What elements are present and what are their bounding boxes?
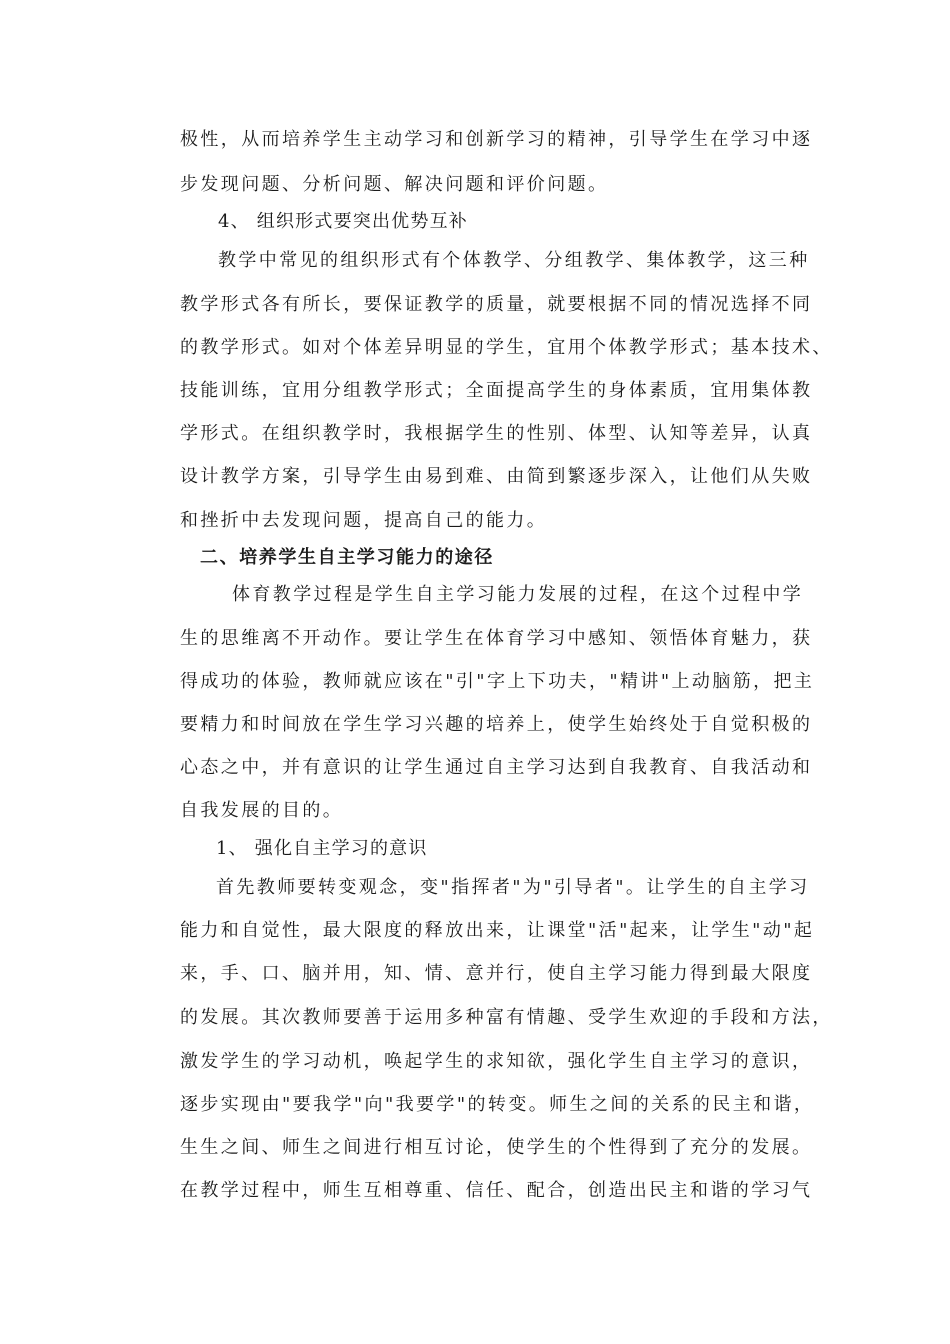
- section-heading-1: 1、 强化自主学习的意识: [216, 838, 428, 859]
- paragraph-line: 来，手、口、脑并用，知、情、意并行，使自主学习能力得到最大限度: [180, 963, 813, 984]
- paragraph-line: 能力和自觉性，最大限度的释放出来，让课堂"活"起来，让学生"动"起: [180, 920, 815, 941]
- paragraph-line: 技能训练，宜用分组教学形式；全面提高学生的身体素质，宜用集体教: [180, 380, 813, 401]
- paragraph-line: 的发展。其次教师要善于运用多种富有情趣、受学生欢迎的手段和方法，: [180, 1007, 833, 1028]
- paragraph-line: 生生之间、师生之间进行相互讨论，使学生的个性得到了充分的发展。: [180, 1137, 813, 1158]
- paragraph-line: 心态之中，并有意识的让学生通过自主学习达到自我教育、自我活动和: [180, 757, 813, 778]
- paragraph-line: 极性，从而培养学生主动学习和创新学习的精神，引导学生在学习中逐: [180, 129, 813, 150]
- paragraph-line: 要精力和时间放在学生学习兴趣的培养上，使学生始终处于自觉积极的: [180, 714, 813, 735]
- paragraph-line: 学形式。在组织教学时，我根据学生的性别、体型、认知等差异，认真: [180, 423, 813, 444]
- paragraph-line: 教学中常见的组织形式有个体教学、分组教学、集体教学，这三种: [218, 250, 810, 271]
- paragraph-line: 和挫折中去发现问题，提高自己的能力。: [180, 510, 548, 531]
- section-heading-2: 二、培养学生自主学习能力的途径: [200, 547, 494, 568]
- section-heading-4: 4、 组织形式要突出优势互补: [218, 211, 468, 232]
- paragraph-line: 教学形式各有所长，要保证教学的质量，就要根据不同的情况选择不同: [180, 294, 813, 315]
- paragraph-line: 的教学形式。如对个体差异明显的学生，宜用个体教学形式；基本技术、: [180, 337, 833, 358]
- paragraph-line: 设计教学方案，引导学生由易到难、由简到繁逐步深入，让他们从失败: [180, 466, 813, 487]
- paragraph-line: 得成功的体验，教师就应该在"引"字上下功夫，"精讲"上动脑筋，把主: [180, 671, 815, 692]
- paragraph-line: 自我发展的目的。: [180, 800, 344, 821]
- paragraph-line: 首先教师要转变观念，变"指挥者"为"引导者"。让学生的自主学习: [216, 877, 810, 898]
- paragraph-line: 体育教学过程是学生自主学习能力发展的过程，在这个过程中学: [232, 584, 804, 605]
- paragraph-line: 生的思维离不开动作。要让学生在体育学习中感知、领悟体育魅力，获: [180, 628, 813, 649]
- paragraph-line: 步发现问题、分析问题、解决问题和评价问题。: [180, 174, 609, 195]
- paragraph-line: 激发学生的学习动机，唤起学生的求知欲，强化学生自主学习的意识，: [180, 1051, 813, 1072]
- paragraph-line: 逐步实现由"要我学"向"我要学"的转变。师生之间的关系的民主和谐，: [180, 1094, 815, 1115]
- paragraph-line: 在教学过程中，师生互相尊重、信任、配合，创造出民主和谐的学习气: [180, 1180, 813, 1201]
